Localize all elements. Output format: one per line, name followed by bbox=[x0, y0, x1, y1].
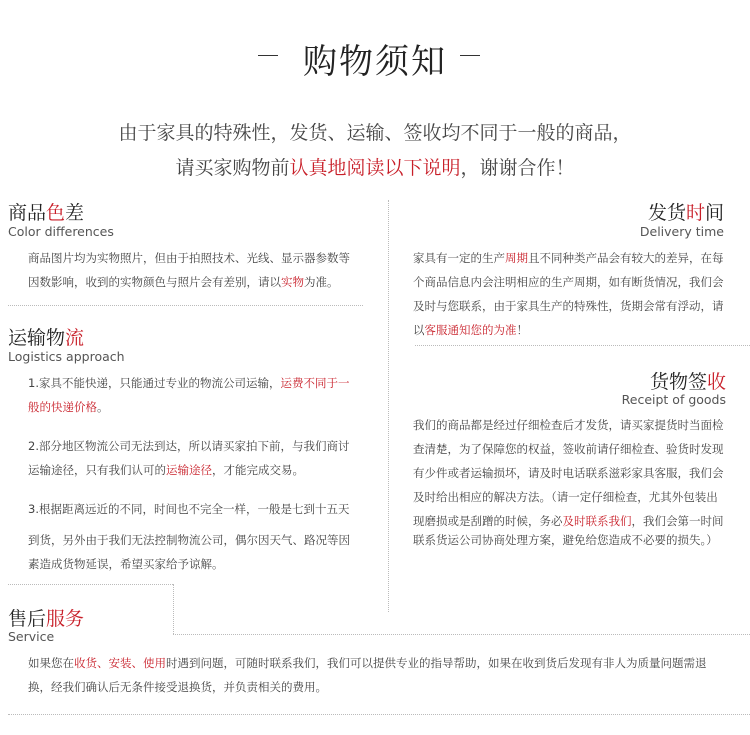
logistics-item-1: 1.家具不能快递，只能通过专业的物流公司运输，运费不同于一 般的快递价格。 bbox=[28, 376, 350, 414]
logistics-item-3-rest: 到货，另外由于我们无法控制物流公司，偶尔因天气、路况等因 素造成货物延误，希望买家给予谅解。 bbox=[28, 533, 350, 571]
service-subtitle: Service bbox=[8, 629, 55, 644]
logistics-item-3-line-1: 3.根据距离远近的不同，时间也不完全一样，一般是七到十五天 bbox=[28, 502, 350, 516]
divider-color bbox=[8, 305, 363, 306]
color-diff-text: 商品图片均为实物照片，但由于拍照技术、光线、显示器参数等 因数影响，收到的实物颜色与照片会有差别，请以实物为准。 bbox=[28, 251, 350, 289]
page-title: 购物须知 bbox=[303, 42, 447, 82]
logistics-item-2: 2.部分地区物流公司无法到达，所以请买家拍下前，与我们商讨 运输途径，只有我们认可的运输途径，才能完成交易。 bbox=[28, 439, 350, 477]
divider-delivery bbox=[415, 345, 750, 346]
divider-bottom bbox=[8, 714, 750, 715]
intro-line-1: 由于家具的特殊性，发货、运输、签收均不同于一般的商品， bbox=[118, 122, 632, 144]
title-dash-right bbox=[460, 55, 480, 56]
receipt-subtitle: Receipt of goods bbox=[621, 392, 726, 407]
color-diff-subtitle: Color differences bbox=[8, 224, 114, 239]
divider-logistics bbox=[8, 584, 173, 585]
delivery-title: 发货时间 bbox=[647, 202, 724, 224]
service-text: 如果您在收货、安装、使用时遇到问题，可随时联系我们，我们可以提供专业的指导帮助，如果在收到货后发现有非人为质量问题需退 换，经我们确认后无条件接受退换货，并负责相关的费用。 bbox=[28, 656, 707, 694]
receipt-text: 我们的商品都是经过仔细检查后才发货，请买家提货时当面检 查清楚，为了保障您的权益，签收前请仔细检查、验货时发现 有少件或者运输损坏，请及时电话联系滋彩家具客服，我们会 及时给出相应的解决方法。（请一定仔细检查，尤其外包装出 现磨损或是刮蹭的时候，务必及时联系我们，我们会第一时间 bbox=[413, 418, 724, 528]
color-diff-title: 商品色差 bbox=[8, 202, 85, 224]
logistics-subtitle: Logistics approach bbox=[8, 349, 125, 364]
intro-line-2: 请买家购物前认真地阅读以下说明，谢谢合作！ bbox=[175, 157, 575, 179]
center-divider bbox=[388, 200, 389, 612]
divider-service-vertical bbox=[173, 584, 174, 634]
delivery-subtitle: Delivery time bbox=[639, 224, 724, 239]
delivery-text: 家具有一定的生产周期且不同种类产品会有较大的差异，在每 个商品信息内会注明相应的生产周期，如有断货情况，我们会 及时与您联系，由于家具生产的特殊性，货期会常有浮动，请 以客服通知您的为准！ bbox=[413, 251, 724, 337]
service-title: 售后服务 bbox=[8, 608, 85, 630]
logistics-title: 运输物流 bbox=[8, 327, 85, 349]
receipt-title: 货物签收 bbox=[649, 371, 726, 393]
receipt-text-last: 联系货运公司协商处理方案，避免给您造成不必要的损失。） bbox=[413, 533, 718, 547]
divider-service-top bbox=[173, 634, 750, 635]
